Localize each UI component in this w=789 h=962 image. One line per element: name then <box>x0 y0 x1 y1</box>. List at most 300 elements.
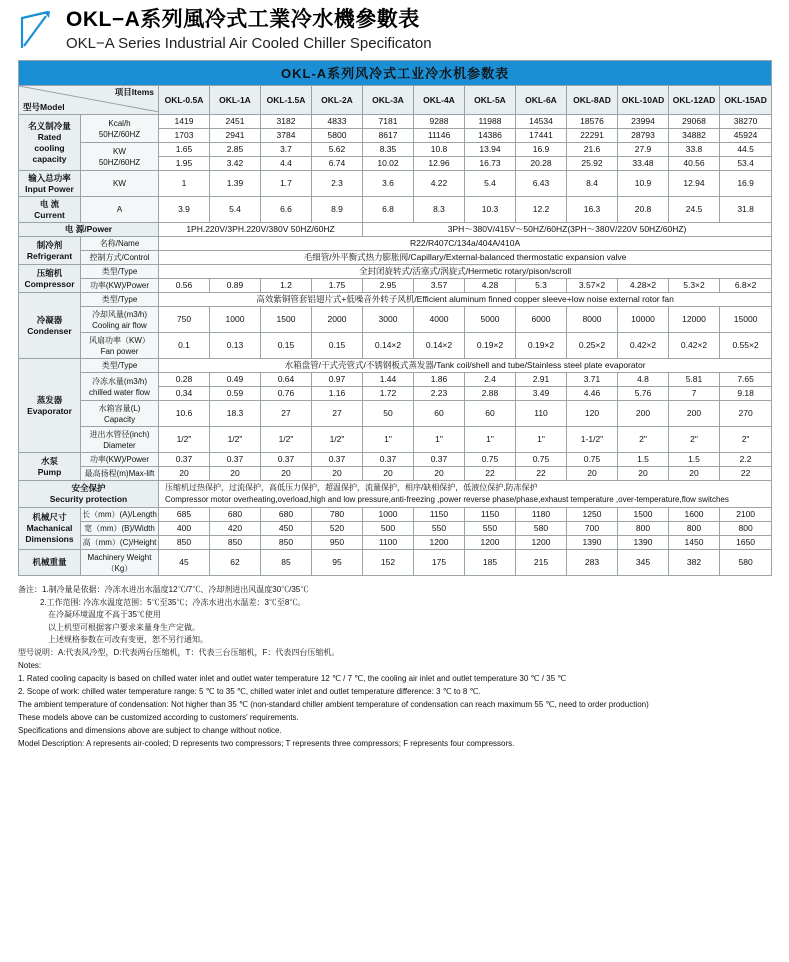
row-evaporator-type <box>19 359 772 373</box>
power-supply-left: 1PH.220V/3PH.220V/380V 50HZ/60HZ <box>159 223 363 237</box>
current-3: 8.9 <box>312 197 363 223</box>
spec-table <box>18 60 772 576</box>
kcal60-5: 11146 <box>414 129 465 143</box>
page-title-cn: OKL−A系列風冷式工業冷水機參數表 <box>66 8 420 31</box>
kw60-0: 1.95 <box>159 157 210 171</box>
fanpower-1: 0.13 <box>210 333 261 359</box>
sublabel-pump-power: 功率(KW)/Power <box>81 453 159 467</box>
kcal50-3: 4833 <box>312 115 363 129</box>
fanpower-4: 0.14×2 <box>363 333 414 359</box>
sublabel-fan-power: 风扇功率（KW） Fan power <box>81 333 159 359</box>
pump-power-2: 0.37 <box>261 453 312 467</box>
airflow-2: 1500 <box>261 307 312 333</box>
current-0: 3.9 <box>159 197 210 223</box>
len-11: 2100 <box>720 508 772 522</box>
cap-9: 200 <box>618 401 669 427</box>
sublabel-pump-lift: 最高扬程(m)Max-lift <box>81 467 159 481</box>
page-title-en: OKL−A Series Industrial Air Cooled Chiller Specificaton <box>66 35 432 52</box>
kw50-1: 2.85 <box>210 143 261 157</box>
pump-power-9: 1.5 <box>618 453 669 467</box>
row-dim-height <box>19 536 772 550</box>
cap-11: 270 <box>720 401 772 427</box>
hei-11: 1650 <box>720 536 772 550</box>
len-6: 1150 <box>465 508 516 522</box>
kw50-0: 1.65 <box>159 143 210 157</box>
weight-8: 283 <box>567 550 618 576</box>
pump-lift-10: 20 <box>669 467 720 481</box>
inputpower-8: 8.4 <box>567 171 618 197</box>
kw60-5: 12.96 <box>414 157 465 171</box>
airflow-1: 1000 <box>210 307 261 333</box>
wid-6: 550 <box>465 522 516 536</box>
row-condenser-airflow <box>19 307 772 333</box>
label-power-supply: 电 源/Power <box>19 223 159 237</box>
row-dim-length <box>19 508 772 522</box>
page-header <box>18 8 771 54</box>
label-compressor: 压缩机 Compressor <box>19 265 81 293</box>
airflow-7: 6000 <box>516 307 567 333</box>
corner-model-label: 型号Model <box>23 102 65 112</box>
kcal50-9: 23994 <box>618 115 669 129</box>
kw50-11: 44.5 <box>720 143 772 157</box>
cap-8: 120 <box>567 401 618 427</box>
note-cn-2: 2.工作范围: 冷冻水温度范围：5℃至35℃；冷冻水进出水温差：3℃至8℃。 <box>40 597 306 607</box>
unit-input-power: KW <box>81 171 159 197</box>
sublabel-refrigerant-control: 控制方式/Control <box>81 251 159 265</box>
inputpower-5: 4.22 <box>414 171 465 197</box>
len-7: 1180 <box>516 508 567 522</box>
wid-1: 420 <box>210 522 261 536</box>
kw60-8: 25.92 <box>567 157 618 171</box>
pump-power-4: 0.37 <box>363 453 414 467</box>
note-en-2: 2. Scope of work: chilled water temperature range: 5 ℃ to 35 ℃, chilled water inlet and outlet temperature difference: 3 ℃ to 8 ℃. <box>18 687 481 696</box>
kcal60-6: 14386 <box>465 129 516 143</box>
pump-lift-6: 22 <box>465 467 516 481</box>
row-security <box>19 481 772 508</box>
hei-8: 1390 <box>567 536 618 550</box>
pump-power-0: 0.37 <box>159 453 210 467</box>
fanpower-3: 0.15 <box>312 333 363 359</box>
weight-9: 345 <box>618 550 669 576</box>
wid-3: 520 <box>312 522 363 536</box>
model-col-10: OKL-12AD <box>669 86 720 115</box>
model-col-4: OKL-3A <box>363 86 414 115</box>
flowa-7: 2.91 <box>516 373 567 387</box>
flowa-3: 0.97 <box>312 373 363 387</box>
hei-7: 1200 <box>516 536 567 550</box>
airflow-5: 4000 <box>414 307 465 333</box>
inputpower-1: 1.39 <box>210 171 261 197</box>
kw50-3: 5.62 <box>312 143 363 157</box>
wid-7: 580 <box>516 522 567 536</box>
hei-6: 1200 <box>465 536 516 550</box>
kcal50-4: 7181 <box>363 115 414 129</box>
wid-4: 500 <box>363 522 414 536</box>
wid-11: 800 <box>720 522 772 536</box>
len-8: 1250 <box>567 508 618 522</box>
kw50-2: 3.7 <box>261 143 312 157</box>
comp-power-6: 4.28 <box>465 279 516 293</box>
kcal50-7: 14534 <box>516 115 567 129</box>
hei-3: 950 <box>312 536 363 550</box>
kw50-5: 10.8 <box>414 143 465 157</box>
sublabel-refrigerant-name: 名称/Name <box>81 237 159 251</box>
pump-lift-5: 20 <box>414 467 465 481</box>
fanpower-9: 0.42×2 <box>618 333 669 359</box>
weight-10: 382 <box>669 550 720 576</box>
comp-power-9: 4.28×2 <box>618 279 669 293</box>
weight-3: 95 <box>312 550 363 576</box>
kw60-1: 3.42 <box>210 157 261 171</box>
flowa-11: 7.65 <box>720 373 772 387</box>
corner-items-label: 项目Items <box>114 87 154 97</box>
inputpower-6: 5.4 <box>465 171 516 197</box>
flowb-11: 9.18 <box>720 387 772 401</box>
kcal50-11: 38270 <box>720 115 772 129</box>
row-pump-power <box>19 453 772 467</box>
comp-power-10: 5.3×2 <box>669 279 720 293</box>
notes-en-title: Notes: <box>18 661 42 670</box>
sublabel-height: 高（mm）(C)/Height <box>81 536 159 550</box>
current-2: 6.6 <box>261 197 312 223</box>
table-banner <box>19 61 772 86</box>
inputpower-7: 6.43 <box>516 171 567 197</box>
flowa-9: 4.8 <box>618 373 669 387</box>
model-header-row <box>19 86 772 115</box>
len-9: 1500 <box>618 508 669 522</box>
sublabel-evaporator-type: 类型/Type <box>81 359 159 373</box>
pump-power-11: 2.2 <box>720 453 772 467</box>
inputpower-9: 10.9 <box>618 171 669 197</box>
kw50-9: 27.9 <box>618 143 669 157</box>
hei-9: 1390 <box>618 536 669 550</box>
okl-logo-icon <box>18 8 58 52</box>
fanpower-7: 0.19×2 <box>516 333 567 359</box>
model-col-7: OKL-6A <box>516 86 567 115</box>
sublabel-weight: Machinery Weight （Kg） <box>81 550 159 576</box>
pump-power-5: 0.37 <box>414 453 465 467</box>
fanpower-10: 0.42×2 <box>669 333 720 359</box>
model-col-3: OKL-2A <box>312 86 363 115</box>
kw50-6: 13.94 <box>465 143 516 157</box>
current-4: 6.8 <box>363 197 414 223</box>
pump-lift-8: 20 <box>567 467 618 481</box>
dia-2: 1/2" <box>261 427 312 453</box>
inputpower-0: 1 <box>159 171 210 197</box>
row-fan-power <box>19 333 772 359</box>
kw60-4: 10.02 <box>363 157 414 171</box>
security-text-en: Compressor motor overheating,overload,high and low pressure,anti-freezing ,power reverse phase/phase,exhaust temperature ,over-temperature,flow switches <box>165 495 729 504</box>
flowa-2: 0.64 <box>261 373 312 387</box>
inputpower-3: 2.3 <box>312 171 363 197</box>
current-11: 31.8 <box>720 197 772 223</box>
flowa-8: 3.71 <box>567 373 618 387</box>
model-col-8: OKL-8AD <box>567 86 618 115</box>
row-input-power <box>19 171 772 197</box>
model-col-1: OKL-1A <box>210 86 261 115</box>
comp-power-8: 3.57×2 <box>567 279 618 293</box>
dia-5: 1" <box>414 427 465 453</box>
row-condenser-type <box>19 293 772 307</box>
label-refrigerant: 制冷剂 Refrigerant <box>19 237 81 265</box>
pump-lift-3: 20 <box>312 467 363 481</box>
kw60-7: 20.28 <box>516 157 567 171</box>
flowb-9: 5.76 <box>618 387 669 401</box>
pump-power-6: 0.75 <box>465 453 516 467</box>
current-9: 20.8 <box>618 197 669 223</box>
hei-10: 1450 <box>669 536 720 550</box>
flowa-1: 0.49 <box>210 373 261 387</box>
cap-7: 110 <box>516 401 567 427</box>
model-col-2: OKL-1.5A <box>261 86 312 115</box>
kcal50-2: 3182 <box>261 115 312 129</box>
row-kcal-50 <box>19 115 772 129</box>
cap-3: 27 <box>312 401 363 427</box>
label-security: 安全保护 Security protection <box>19 481 159 508</box>
wid-0: 400 <box>159 522 210 536</box>
cap-2: 27 <box>261 401 312 427</box>
weight-6: 185 <box>465 550 516 576</box>
current-8: 16.3 <box>567 197 618 223</box>
security-text-cn: 压缩机过热保护，过流保护，高低压力保护，超温保护，流量保护，相序/缺相保护，低液位保护,防冻保护 <box>165 483 538 492</box>
dia-0: 1/2" <box>159 427 210 453</box>
airflow-10: 12000 <box>669 307 720 333</box>
flowb-2: 0.76 <box>261 387 312 401</box>
hei-5: 1200 <box>414 536 465 550</box>
weight-1: 62 <box>210 550 261 576</box>
note-en-5: Specifications and dimensions above are subject to change without notice. <box>18 726 282 735</box>
dia-1: 1/2" <box>210 427 261 453</box>
label-rated-cooling: 名义制冷量 Rated cooling capacity <box>19 115 81 171</box>
weight-4: 152 <box>363 550 414 576</box>
compressor-type-value: 全封闭旋转式/活塞式/涡旋式/Hermetic rotary/pison/scroll <box>159 265 772 279</box>
row-compressor-power <box>19 279 772 293</box>
inputpower-11: 16.9 <box>720 171 772 197</box>
kcal60-9: 28793 <box>618 129 669 143</box>
kcal50-0: 1419 <box>159 115 210 129</box>
banner-text: OKL-A系列风冷式工业冷水机参数表 <box>19 61 772 86</box>
row-current <box>19 197 772 223</box>
sublabel-kcal: Kcal/h 50HZ/60HZ <box>81 115 159 143</box>
weight-7: 215 <box>516 550 567 576</box>
cap-1: 18.3 <box>210 401 261 427</box>
wid-8: 700 <box>567 522 618 536</box>
model-col-5: OKL-4A <box>414 86 465 115</box>
pump-power-8: 0.75 <box>567 453 618 467</box>
note-cn-5: 上述规格参数在可改有变更，恕不另行通知。 <box>48 635 208 644</box>
dia-9: 2" <box>618 427 669 453</box>
comp-power-0: 0.56 <box>159 279 210 293</box>
dia-4: 1" <box>363 427 414 453</box>
note-cn-1: 备注：1.制冷量是依据：冷冻水进出水温度12℃/7℃、冷却剂进出风温度30℃/35℃ <box>18 585 309 594</box>
fanpower-11: 0.55×2 <box>720 333 772 359</box>
current-7: 12.2 <box>516 197 567 223</box>
sublabel-width: 宽（mm）(B)/Width <box>81 522 159 536</box>
sublabel-compressor-power: 功率(KW)/Power <box>81 279 159 293</box>
cap-0: 10.6 <box>159 401 210 427</box>
cap-4: 50 <box>363 401 414 427</box>
note-en-3: The ambient temperature of condensation: Not higher than 35 ℃ (non-standard chiller ambient temperature of condensation can reach maximum 55 ℃, need to order production) <box>18 700 649 709</box>
model-col-11: OKL-15AD <box>720 86 772 115</box>
hei-0: 850 <box>159 536 210 550</box>
fanpower-5: 0.14×2 <box>414 333 465 359</box>
current-5: 8.3 <box>414 197 465 223</box>
row-pipe-diameter <box>19 427 772 453</box>
fanpower-8: 0.25×2 <box>567 333 618 359</box>
sublabel-cooling-airflow: 冷却风量(m3/h) Cooling air flow <box>81 307 159 333</box>
comp-power-5: 3.57 <box>414 279 465 293</box>
kcal60-10: 34882 <box>669 129 720 143</box>
note-cn-4: 以上机型可根据客户要求来量身生产定做。 <box>48 622 200 632</box>
len-2: 680 <box>261 508 312 522</box>
flowb-8: 4.46 <box>567 387 618 401</box>
airflow-11: 15000 <box>720 307 772 333</box>
pump-power-7: 0.75 <box>516 453 567 467</box>
kw60-11: 53.4 <box>720 157 772 171</box>
pump-lift-9: 20 <box>618 467 669 481</box>
pump-lift-7: 22 <box>516 467 567 481</box>
sublabel-condenser-type: 类型/Type <box>81 293 159 307</box>
flowa-10: 5.81 <box>669 373 720 387</box>
dia-3: 1/2" <box>312 427 363 453</box>
kw50-8: 21.6 <box>567 143 618 157</box>
airflow-8: 8000 <box>567 307 618 333</box>
flowb-4: 1.72 <box>363 387 414 401</box>
kw50-10: 33.8 <box>669 143 720 157</box>
wid-9: 800 <box>618 522 669 536</box>
refrigerant-control-value: 毛细管/外平衡式热力膨胀阀/Capillary/External-balanced thermostatic expansion valve <box>159 251 772 265</box>
weight-5: 175 <box>414 550 465 576</box>
current-1: 5.4 <box>210 197 261 223</box>
inputpower-10: 12.94 <box>669 171 720 197</box>
condenser-type-value: 高效紫铜管套铝翅片式+低噪音外转子风机/Efficient aluminum finned copper sleeve+low noise external rotor fan <box>159 293 772 307</box>
flowa-6: 2.4 <box>465 373 516 387</box>
title-block <box>66 8 432 54</box>
flowb-5: 2.23 <box>414 387 465 401</box>
kcal60-4: 8617 <box>363 129 414 143</box>
dia-11: 2" <box>720 427 772 453</box>
airflow-3: 2000 <box>312 307 363 333</box>
kcal50-6: 11988 <box>465 115 516 129</box>
kw60-9: 33.48 <box>618 157 669 171</box>
label-input-power: 输入总功率 Input Power <box>19 171 81 197</box>
hei-4: 1100 <box>363 536 414 550</box>
len-0: 685 <box>159 508 210 522</box>
dia-7: 1" <box>516 427 567 453</box>
kw60-3: 6.74 <box>312 157 363 171</box>
len-4: 1000 <box>363 508 414 522</box>
refrigerant-name-value: R22/R407C/134a/404A/410A <box>159 237 772 251</box>
kcal60-7: 17441 <box>516 129 567 143</box>
row-power-supply <box>19 223 772 237</box>
flowb-10: 7 <box>669 387 720 401</box>
pump-power-10: 1.5 <box>669 453 720 467</box>
fanpower-2: 0.15 <box>261 333 312 359</box>
note-cn-3: 在冷凝环境温度不高于35℃使用 <box>48 610 161 619</box>
weight-2: 85 <box>261 550 312 576</box>
flowb-0: 0.34 <box>159 387 210 401</box>
flowb-1: 0.59 <box>210 387 261 401</box>
len-3: 780 <box>312 508 363 522</box>
note-cn-6: 型号说明：A:代表风冷型，D:代表两台压缩机，T：代表三台压缩机，F：代表四台压缩机。 <box>18 647 340 657</box>
note-en-6: Model Description: A represents air-cooled; D represents two compressors; T represents three compressors; F represents four compressors. <box>18 739 515 748</box>
kw50-7: 16.9 <box>516 143 567 157</box>
row-dim-width <box>19 522 772 536</box>
dia-6: 1" <box>465 427 516 453</box>
flowb-3: 1.16 <box>312 387 363 401</box>
flowa-5: 1.86 <box>414 373 465 387</box>
comp-power-4: 2.95 <box>363 279 414 293</box>
label-current: 电 流 Current <box>19 197 81 223</box>
row-pump-lift <box>19 467 772 481</box>
cap-5: 60 <box>414 401 465 427</box>
flowa-0: 0.28 <box>159 373 210 387</box>
hei-1: 850 <box>210 536 261 550</box>
row-chilled-flow-a <box>19 373 772 387</box>
kw60-2: 4.4 <box>261 157 312 171</box>
label-pump: 水泵 Pump <box>19 453 81 481</box>
sublabel-length: 长（mm）(A)/Length <box>81 508 159 522</box>
sublabel-compressor-type: 类型/Type <box>81 265 159 279</box>
pump-power-3: 0.37 <box>312 453 363 467</box>
fanpower-0: 0.1 <box>159 333 210 359</box>
sublabel-chilled-flow: 冷冻水量(m3/h) chilled water flow <box>81 373 159 401</box>
kcal60-0: 1703 <box>159 129 210 143</box>
len-5: 1150 <box>414 508 465 522</box>
kcal50-8: 18576 <box>567 115 618 129</box>
row-compressor-type <box>19 265 772 279</box>
len-1: 680 <box>210 508 261 522</box>
flowa-4: 1.44 <box>363 373 414 387</box>
pump-power-1: 0.37 <box>210 453 261 467</box>
model-col-0: OKL-0.5A <box>159 86 210 115</box>
pump-lift-2: 20 <box>261 467 312 481</box>
wid-5: 550 <box>414 522 465 536</box>
note-en-1: 1. Rated cooling capacity is based on chilled water inlet and outlet water temperature 12 ℃ / 7 ℃, the cooling air inlet and outlet temperature 30 ℃ / 35 ℃ <box>18 674 567 683</box>
kcal60-3: 5800 <box>312 129 363 143</box>
kcal50-10: 29068 <box>669 115 720 129</box>
pump-lift-11: 22 <box>720 467 772 481</box>
sublabel-pipe-diameter: 进出水管径(inch) Diameter <box>81 427 159 453</box>
weight-11: 580 <box>720 550 772 576</box>
security-text <box>159 481 772 508</box>
model-col-6: OKL-5A <box>465 86 516 115</box>
label-weight: 机械重量 <box>19 550 81 576</box>
airflow-9: 10000 <box>618 307 669 333</box>
pump-lift-4: 20 <box>363 467 414 481</box>
flowb-7: 3.49 <box>516 387 567 401</box>
cap-10: 200 <box>669 401 720 427</box>
note-en-4: These models above can be customized according to customers' requirements. <box>18 713 299 722</box>
inputpower-4: 3.6 <box>363 171 414 197</box>
kcal60-11: 45924 <box>720 129 772 143</box>
inputpower-2: 1.7 <box>261 171 312 197</box>
weight-0: 45 <box>159 550 210 576</box>
kcal60-2: 3784 <box>261 129 312 143</box>
airflow-6: 5000 <box>465 307 516 333</box>
comp-power-3: 1.75 <box>312 279 363 293</box>
row-weight <box>19 550 772 576</box>
flowb-6: 2.88 <box>465 387 516 401</box>
wid-2: 450 <box>261 522 312 536</box>
comp-power-1: 0.89 <box>210 279 261 293</box>
kcal60-8: 22291 <box>567 129 618 143</box>
kcal50-1: 2451 <box>210 115 261 129</box>
row-tank-capacity <box>19 401 772 427</box>
kcal50-5: 9288 <box>414 115 465 129</box>
label-condenser: 冷凝器 Condenser <box>19 293 81 359</box>
kw60-6: 16.73 <box>465 157 516 171</box>
